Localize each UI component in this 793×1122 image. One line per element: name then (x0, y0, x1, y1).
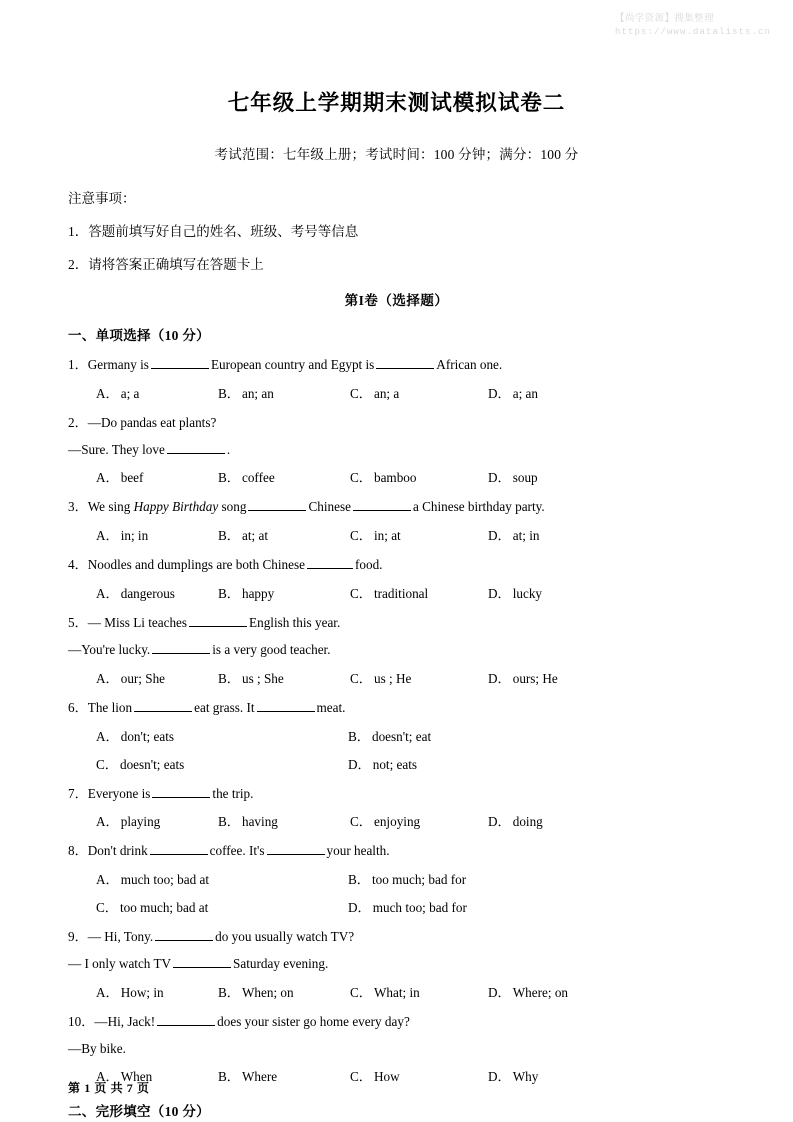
page-footer: 第 1 页 共 7 页 (68, 1081, 150, 1095)
option-a[interactable]: A． beef (96, 470, 144, 486)
stem-text: African one. (436, 357, 503, 372)
answer-blank[interactable] (189, 626, 247, 627)
stem-text: meat. (316, 699, 346, 715)
option-row (68, 982, 725, 1001)
question-number: 1． (68, 357, 88, 372)
answer-blank[interactable] (307, 568, 353, 569)
option-row (68, 897, 725, 916)
option-a[interactable]: A． When (96, 1069, 153, 1085)
stem-text: —Hi, Jack! (94, 1013, 156, 1029)
stem-text: food. (354, 557, 383, 573)
question-9 (68, 928, 725, 1001)
question-3 (68, 498, 725, 544)
stem-text: eat grass. It (194, 699, 255, 715)
answer-blank[interactable] (376, 368, 434, 369)
answer-blank[interactable] (152, 653, 210, 654)
question-stem (68, 414, 725, 432)
notice-title: 注意事项： (68, 191, 136, 206)
option-c[interactable]: C． us ; He (350, 670, 412, 686)
question-4 (68, 556, 725, 602)
answer-blank[interactable] (248, 510, 306, 511)
option-b[interactable]: B． When; on (218, 984, 294, 1000)
answer-blank[interactable] (257, 711, 315, 712)
question-stem (68, 356, 725, 374)
stem-text: your health. (326, 843, 390, 859)
option-b[interactable]: B． us ; She (218, 670, 284, 686)
option-b[interactable]: B． an; an (218, 385, 274, 401)
question-stem (68, 614, 725, 632)
option-d[interactable]: D． soup (488, 470, 538, 486)
option-b[interactable]: B． having (218, 814, 278, 830)
question-number: 3． (68, 499, 88, 515)
option-b[interactable]: B． coffee (218, 470, 275, 486)
option-d[interactable]: D． Where; on (488, 984, 569, 1000)
question-number: 6． (68, 699, 88, 715)
option-a[interactable]: A． in; in (96, 528, 149, 544)
option-b[interactable]: B． too much; bad for (348, 872, 467, 888)
answer-blank[interactable] (155, 940, 213, 941)
option-d[interactable]: D． a; an (488, 385, 538, 401)
option-d[interactable]: D． ours; He (488, 670, 558, 686)
option-c[interactable]: C． bamboo (350, 470, 417, 486)
answer-blank[interactable] (152, 797, 210, 798)
option-b[interactable]: B． at; at (218, 528, 268, 544)
reply-text: Saturday evening. (233, 955, 329, 971)
stem-text: song (218, 499, 247, 515)
option-c[interactable]: C． traditional (350, 586, 429, 602)
option-row (68, 811, 725, 830)
answer-blank[interactable] (150, 854, 208, 855)
question-6 (68, 699, 725, 773)
question-stem (68, 498, 725, 516)
option-a[interactable]: A． dangerous (96, 586, 175, 602)
paper-part-heading: 第I卷（选择题） (344, 293, 449, 308)
stem-text: The lion (87, 699, 133, 715)
question-number: 2． (68, 414, 88, 430)
question-8 (68, 842, 725, 916)
question-2 (68, 414, 725, 487)
option-c[interactable]: C． How (350, 1069, 400, 1085)
stem-text: does your sister go home every day? (217, 1013, 410, 1029)
option-a[interactable]: A． a; a (96, 385, 140, 401)
stem-text: Don't drink (87, 843, 148, 859)
watermark (615, 12, 771, 39)
stem-text: —Do pandas eat plants? (87, 414, 217, 430)
stem-text: European country and Egypt is (210, 357, 375, 372)
question-1 (68, 356, 725, 402)
option-c[interactable]: C． doesn't; eats (96, 756, 185, 772)
reply-text: —By bike. (68, 1040, 126, 1056)
reply-text: —Sure. They love (68, 441, 165, 457)
answer-blank[interactable] (134, 711, 192, 712)
stem-italic-title: Happy Birthday (133, 499, 219, 515)
option-c[interactable]: C． an; a (350, 385, 400, 401)
option-a[interactable]: A． playing (96, 814, 161, 830)
notice-item-2: 2．请将答案正确填写在答题卡上 (68, 257, 264, 272)
section-heading-cloze: 二、完形填空（10 分） (68, 1104, 210, 1120)
question-stem (68, 556, 725, 574)
exam-meta: 考试范围：七年级上册；考试时间：100 分钟；满分：100 分 (214, 147, 579, 162)
option-a[interactable]: A． How; in (96, 984, 164, 1000)
page-title: 七年级上学期期末测试模拟试卷二 (227, 91, 566, 116)
question-stem (68, 699, 725, 717)
question-7 (68, 785, 725, 831)
watermark-source-line: 【尚学资源】搜集整理 (614, 13, 714, 24)
notice-item-1: 1．答题前填写好自己的姓名、班级、考号等信息 (68, 224, 359, 239)
answer-blank[interactable] (151, 368, 209, 369)
stem-text: Noodles and dumplings are both Chinese (87, 557, 305, 573)
reply-text: — I only watch TV (68, 955, 172, 971)
option-a[interactable]: A． much too; bad at (96, 872, 209, 888)
option-a[interactable]: A． don't; eats (96, 728, 175, 744)
reply-text: is a very good teacher. (212, 641, 331, 657)
question-number: 8． (68, 843, 88, 859)
stem-text: Chinese (308, 499, 351, 515)
option-row (68, 668, 725, 687)
answer-blank[interactable] (157, 1025, 215, 1026)
answer-blank[interactable] (173, 967, 231, 968)
question-reply-line (68, 441, 725, 459)
option-d[interactable]: D． at; in (488, 528, 540, 544)
option-c[interactable]: C． What; in (350, 984, 420, 1000)
option-c[interactable]: C． in; at (350, 528, 401, 544)
option-c[interactable]: C． enjoying (350, 814, 421, 830)
section-heading-multiple-choice: 一、单项选择（10 分） (68, 328, 210, 343)
option-row (68, 583, 725, 602)
question-reply-line (68, 641, 725, 659)
option-b[interactable]: B． doesn't; eat (348, 728, 432, 744)
option-row (68, 869, 725, 888)
question-reply-line (68, 955, 725, 973)
answer-blank[interactable] (267, 854, 325, 855)
option-row (68, 525, 725, 544)
option-a[interactable]: A． our; She (96, 670, 166, 686)
question-number: 9． (68, 929, 88, 945)
stem-text: do you usually watch TV? (215, 929, 355, 945)
question-stem (68, 842, 725, 860)
answer-blank[interactable] (167, 453, 225, 454)
stem-text: — Miss Li teaches (87, 615, 188, 631)
question-10 (68, 1013, 725, 1086)
reply-text: —You're lucky. (68, 641, 151, 657)
option-d[interactable]: D． much too; bad for (348, 900, 467, 916)
question-stem (68, 928, 725, 946)
stem-text: English this year. (249, 615, 341, 631)
option-row (68, 383, 725, 402)
answer-blank[interactable] (353, 510, 411, 511)
question-number: 10． (68, 1013, 95, 1029)
stem-text: We sing (87, 499, 134, 515)
option-b[interactable]: B． Where (218, 1069, 278, 1085)
option-row (68, 726, 725, 745)
question-number: 7． (68, 785, 88, 801)
option-d[interactable]: D． Why (488, 1069, 539, 1085)
stem-text: — Hi, Tony. (87, 929, 154, 945)
option-c[interactable]: C． too much; bad at (96, 900, 209, 916)
question-5 (68, 614, 725, 687)
stem-text: coffee. It's (209, 843, 265, 859)
question-stem (68, 1013, 725, 1031)
stem-text: Germany is (87, 357, 149, 372)
option-row (68, 1066, 725, 1085)
stem-text: Everyone is (87, 785, 151, 801)
question-number: 4． (68, 557, 88, 573)
option-b[interactable]: B． happy (218, 586, 275, 602)
stem-text: a Chinese birthday party. (412, 499, 545, 515)
question-number: 5． (68, 615, 88, 631)
option-d[interactable]: D． not; eats (348, 756, 418, 772)
option-d[interactable]: D． doing (488, 814, 543, 830)
question-reply-line (68, 1040, 725, 1058)
option-row (68, 754, 725, 773)
option-d[interactable]: D． lucky (488, 586, 543, 602)
stem-text: the trip. (212, 785, 254, 801)
option-row (68, 467, 725, 486)
reply-text: . (226, 441, 231, 457)
watermark-url-line: https://www.datalists.cn (614, 26, 771, 37)
question-stem (68, 785, 725, 803)
